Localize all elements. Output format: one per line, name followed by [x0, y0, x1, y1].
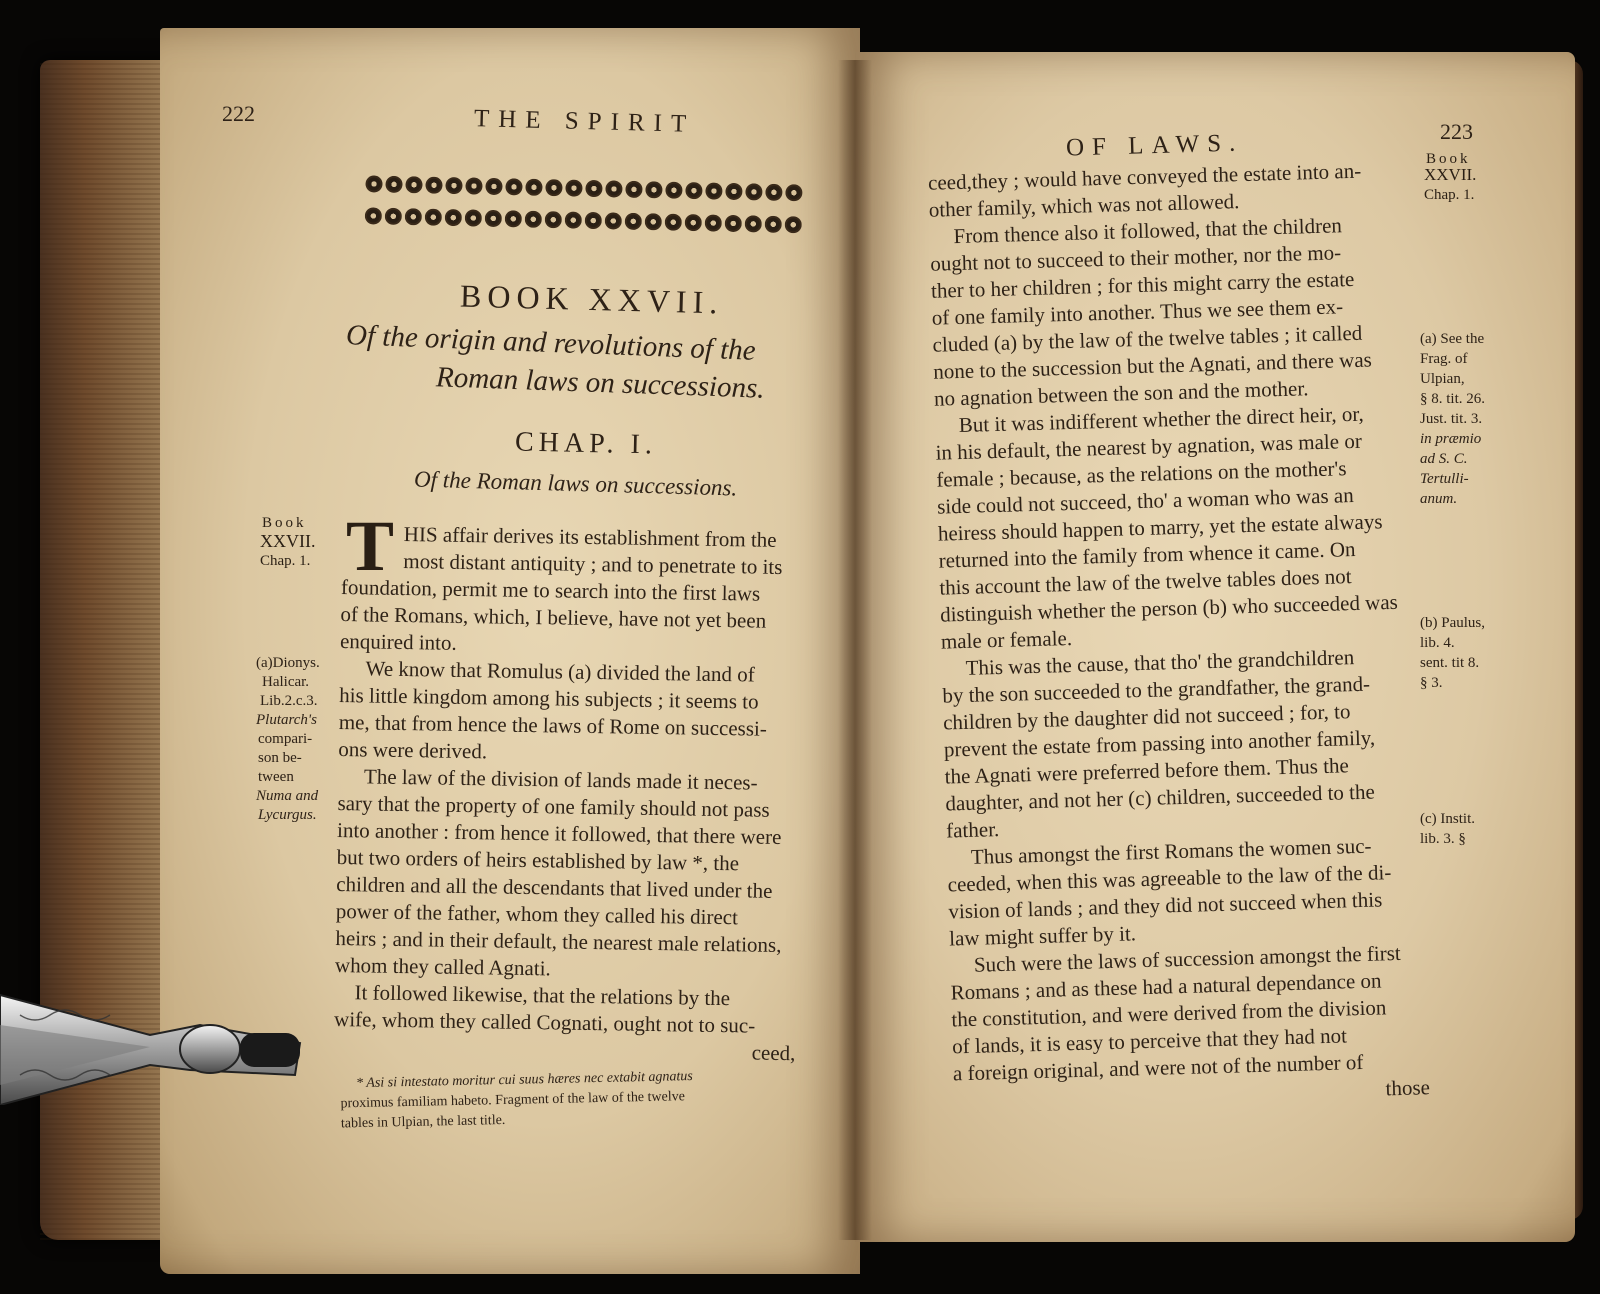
right-line: heiress should happen to marry, yet the estate always [937, 509, 1383, 546]
left-line: sary that the property of one family should not pass [337, 790, 770, 822]
left-margin-book-number: XXVII. [260, 531, 316, 551]
margin-note-line: ad S. C. [1420, 451, 1468, 467]
margin-note-line: § 3. [1420, 675, 1443, 691]
margin-note-line: § 8. tit. 26. [1420, 391, 1486, 407]
right-line: This was the cause, that tho' the grandchildren [965, 645, 1355, 680]
drop-cap: T [346, 506, 395, 586]
right-line: none to the succession but the Agnati, and there was [933, 347, 1373, 384]
left-line: HIS affair derives its establishment from the [403, 522, 777, 552]
right-line: the constitution, and were derived from the division [951, 995, 1387, 1032]
left-page-number: 222 [222, 101, 255, 126]
right-line: side could not succeed, tho' a woman who was an [936, 483, 1354, 519]
left-running-head: THE SPIRIT [473, 105, 696, 138]
margin-note-line: Frag. of [1420, 351, 1468, 367]
left-line: of the Romans, which, I believe, have not yet been [340, 602, 767, 633]
right-line: ther to her children ; for this might carry the estate [930, 266, 1355, 303]
left-line: whom they called Agnati. [334, 952, 551, 981]
left-margin-chapter: Chap. 1. [260, 553, 311, 569]
right-line: Romans ; and as these had a natural dependance on [950, 968, 1382, 1005]
left-line: children and all the descendants that lived under the [336, 871, 773, 903]
right-line: in his default, the nearest by agnation, was male or [935, 428, 1363, 465]
left-line: foundation, permit me to search into the first laws [340, 575, 761, 606]
right-line: ceeded, when this was agreeable to the law of the di- [947, 860, 1392, 897]
left-margin-book: Book [262, 515, 307, 531]
book-gutter [838, 60, 872, 1240]
footnote-line: tables in Ulpian, the last title. [340, 1112, 506, 1132]
margin-note-line: (c) Instit. [1420, 811, 1475, 827]
right-line: But it was indifferent whether the direct heir, or, [958, 401, 1365, 438]
left-line: We know that Romulus (a) divided the land of [365, 656, 755, 687]
book-subtitle-line1: Of the origin and revolutions of the [345, 319, 757, 367]
margin-note-line: Halicar. [262, 674, 310, 690]
left-line: power of the father, whom they called his direct [335, 898, 739, 930]
margin-note-line: Plutarch's [256, 712, 317, 728]
right-line: From thence also it followed, that the children [953, 213, 1343, 249]
margin-note-line: Tertulli- [1420, 471, 1469, 487]
right-margin-book: Book [1426, 151, 1471, 167]
book-subtitle-line2: Roman laws on successions. [435, 361, 766, 405]
right-line: distinguish whether the person (b) who succeeded was [939, 589, 1399, 627]
margin-note-line: Lycurgus. [258, 807, 317, 823]
right-line: other family, which was not allowed. [928, 189, 1240, 222]
right-line: ceed,they ; would have conveyed the estate into an- [927, 158, 1362, 195]
margin-note-line: son be- [258, 750, 302, 766]
left-line: most distant antiquity ; and to penetrate to its [403, 549, 783, 579]
right-line: of one family into another. Thus we see them ex- [931, 294, 1344, 330]
left-line: wife, whom they called Cognati, ought not to suc- [333, 1006, 756, 1038]
left-line: heirs ; and in their default, the nearest male relations, [335, 925, 782, 957]
right-page-number: 223 [1440, 119, 1473, 144]
right-line: female ; because, as the relations on the mother's [936, 456, 1347, 492]
right-line: returned into the family from whence it came. On [938, 536, 1356, 573]
chapter-subtitle: Of the Roman laws on successions. [413, 466, 738, 501]
margin-note-line: Just. tit. 3. [1420, 411, 1483, 427]
right-line: father. [945, 817, 1000, 843]
margin-note-line: lib. 3. § [1420, 831, 1466, 847]
right-line: daughter, and not her (c) children, succeeded to the [945, 779, 1376, 816]
right-line: a foreign original, and were not of the number of [952, 1049, 1364, 1086]
right-line: cluded (a) by the law of the twelve tables ; it called [932, 320, 1363, 357]
chapter-title: CHAP. I. [514, 426, 658, 461]
right-line: law might suffer by it. [948, 921, 1137, 951]
right-line: male or female. [940, 625, 1073, 654]
margin-note-line: anum. [1420, 491, 1458, 507]
left-line: It followed likewise, that the relations by the [354, 980, 731, 1011]
ornament-headpiece [364, 175, 817, 246]
right-margin-book-number: XXVII. [1424, 165, 1477, 184]
left-line: enquired into. [339, 629, 457, 655]
right-line: vision of lands ; and they did not succeed when this [948, 887, 1383, 924]
margin-note-line: Lib.2.c.3. [260, 693, 318, 709]
margin-note-line: sent. tit 8. [1420, 655, 1480, 671]
book-title: BOOK XXVII. [459, 277, 724, 321]
footnote-line: * Asi si intestato moritur cui suus hæres nec extabit agnatus [355, 1069, 693, 1092]
right-line: children by the daughter did not succeed ; for, to [942, 699, 1351, 735]
margin-note-line: (a) See the [1420, 331, 1485, 347]
right-margin-chapter: Chap. 1. [1424, 187, 1475, 203]
left-line: The law of the division of lands made it neces- [363, 764, 758, 795]
right-line: the Agnati were preferred before them. Thus the [944, 753, 1350, 789]
margin-note-line: in præmio [1420, 431, 1482, 447]
margin-note-line: compari- [258, 731, 313, 747]
page-holder-clip [0, 985, 320, 1105]
right-line: by the son succeeded to the grandfather, the grand- [942, 671, 1371, 708]
left-line: but two orders of heirs established by law *, the [336, 844, 740, 876]
right-line: Such were the laws of succession amongst the first [973, 940, 1402, 977]
margin-note-line: lib. 4. [1420, 635, 1455, 651]
right-line: ought not to succeed to their mother, nor the mo- [930, 240, 1342, 276]
margin-note-line: (a)Dionys. [256, 655, 320, 671]
left-line: me, that from hence the laws of Rome on successi- [338, 710, 768, 741]
left-line: his little kingdom among his subjects ; it seems to [339, 683, 759, 714]
margin-note-line: Numa and [256, 788, 319, 804]
right-line: prevent the estate from passing into another family, [943, 725, 1376, 762]
margin-note-line: tween [258, 769, 294, 785]
margin-note-line: (b) Paulus, [1420, 615, 1485, 631]
right-line: this account the law of the twelve tables does not [939, 564, 1352, 600]
right-line: those [1385, 1075, 1431, 1101]
right-line: no agnation between the son and the mother. [933, 376, 1309, 411]
footnote-line: proximus familiam habeto. Fragment of the law of the twelve [340, 1089, 686, 1112]
right-line: of lands, it is easy to perceive that they had not [951, 1023, 1348, 1059]
margin-note-line: Ulpian, [1420, 371, 1465, 387]
left-line: into another : from hence it followed, that there were [336, 817, 782, 849]
right-running-head: OF LAWS. [1065, 129, 1244, 162]
left-line: ons were derived. [338, 737, 488, 764]
left-line: ceed, [751, 1040, 796, 1066]
right-line: Thus amongst the first Romans the women suc- [970, 833, 1372, 869]
